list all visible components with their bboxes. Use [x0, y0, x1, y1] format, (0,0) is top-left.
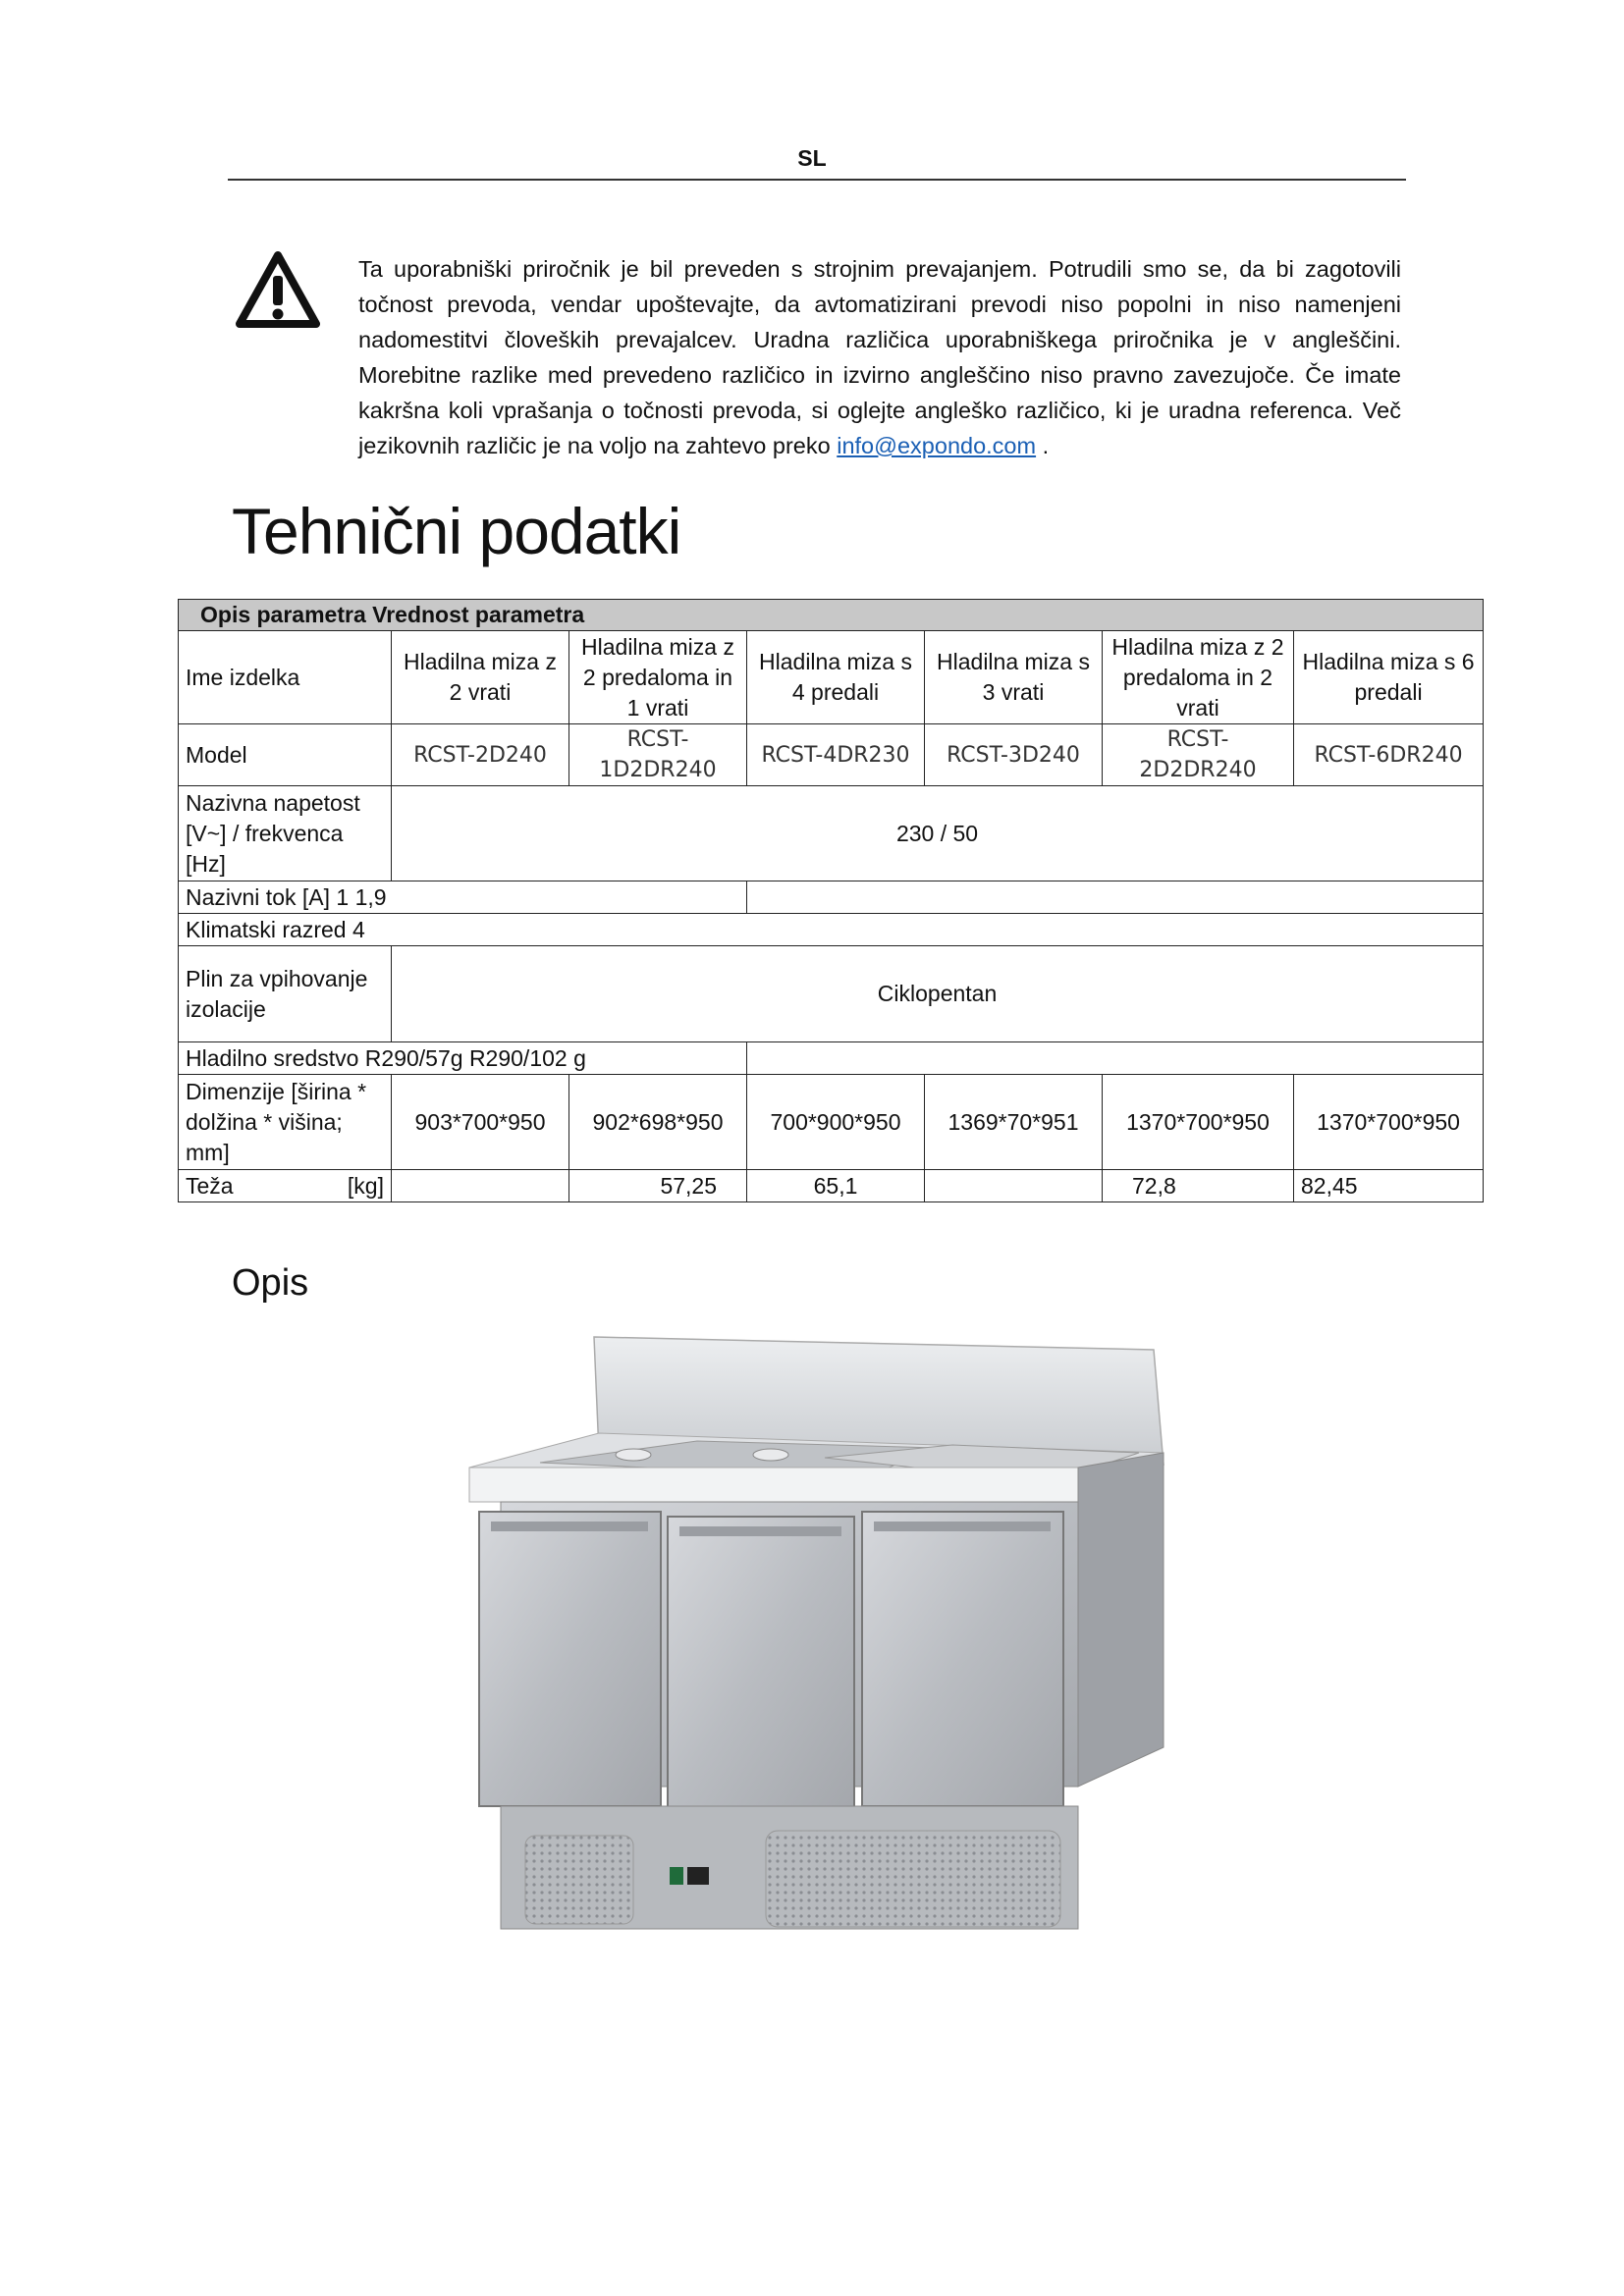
- model-code: RCST-6DR240: [1294, 724, 1484, 786]
- dimension-value: 903*700*950: [392, 1075, 569, 1170]
- section-title: Tehnični podatki: [232, 495, 681, 567]
- product-name: Hladilna miza s 6 predali: [1294, 631, 1484, 724]
- row-label: Plin za vpihovanje izolacije: [179, 946, 392, 1042]
- row-label: Klimatski razred 4: [179, 914, 1484, 946]
- model-code: RCST-4DR230: [747, 724, 925, 786]
- table-header: Opis parametra Vrednost parametra: [179, 600, 1484, 631]
- empty-cell: [392, 1170, 569, 1202]
- model-code: RCST-2D2DR240: [1103, 724, 1294, 786]
- table-row: [179, 1042, 1484, 1075]
- dimension-value: 1369*70*951: [925, 1075, 1103, 1170]
- weight-label: Teža: [186, 1172, 234, 1199]
- table-row: [179, 724, 1484, 786]
- dimension-value: 700*900*950: [747, 1075, 925, 1170]
- spec-table: [178, 599, 1484, 1202]
- dimension-value: 1370*700*950: [1294, 1075, 1484, 1170]
- row-label: Nazivna napetost [V~] / frekvenca [Hz]: [179, 786, 392, 881]
- weight-value: 57,25: [569, 1170, 747, 1202]
- product-name: Hladilna miza z 2 vrati: [392, 631, 569, 724]
- refrigerated-saladette-photo: [452, 1315, 1178, 1973]
- table-row: [179, 946, 1484, 1042]
- weight-value: 65,1: [747, 1170, 925, 1202]
- dimension-value: 1370*700*950: [1103, 1075, 1294, 1170]
- weight-value: 82,45: [1294, 1170, 1484, 1202]
- product-name: Hladilna miza z 2 predaloma in 2 vrati: [1103, 631, 1294, 724]
- table-header-row: [179, 600, 1484, 631]
- row-label: Dimenzije [širina * dolžina * višina; mm]: [179, 1075, 392, 1170]
- language-code: SL: [797, 145, 827, 171]
- dimension-value: 902*698*950: [569, 1075, 747, 1170]
- model-code: RCST-2D240: [392, 724, 569, 786]
- table-row: [179, 881, 1484, 914]
- gas-value: Ciklopentan: [392, 946, 1484, 1042]
- empty-cell: [925, 1170, 1103, 1202]
- weight-unit: [kg]: [347, 1172, 384, 1199]
- header-rule: [228, 179, 1406, 181]
- weight-value: 72,8: [1103, 1170, 1294, 1202]
- voltage-value: 230 / 50: [392, 786, 1484, 881]
- model-code: RCST-3D240: [925, 724, 1103, 786]
- row-label: Hladilno sredstvo R290/57g R290/102 g: [179, 1042, 747, 1075]
- table-row: [179, 1075, 1484, 1170]
- product-name: Hladilna miza z 2 predaloma in 1 vrati: [569, 631, 747, 724]
- notice-end: .: [1036, 433, 1050, 458]
- row-label: Nazivni tok [A] 1 1,9: [179, 881, 747, 914]
- product-name: Hladilna miza s 4 predali: [747, 631, 925, 724]
- notice-text: Ta uporabniški priročnik je bil preveden s strojnim prevajanjem. Potrudili smo se, da bi zagotovili točnost prevoda, vendar upoštevajte, da avtomatizirani prevodi niso popolni in niso namenjeni nadomestitvi človeških prevajalcev. Uradna različica uporabniškega priročnika je v angleščini. Morebitne razlike med prevedeno različico in izvirno angleščino niso pravno zavezujoče. Če imate kakršna koli vprašanja o točnosti prevoda, si oglejte angleško različico, ki je uradna referenca. Več jezikovnih različic je na voljo na zahtevo preko: [358, 256, 1401, 458]
- table-row: [179, 1170, 1484, 1202]
- empty-cell: [747, 881, 1484, 914]
- row-label: [179, 1170, 392, 1202]
- table-row: [179, 786, 1484, 881]
- table-row: [179, 631, 1484, 724]
- empty-cell: [747, 1042, 1484, 1075]
- product-name: Hladilna miza s 3 vrati: [925, 631, 1103, 724]
- row-label: Model: [179, 724, 392, 786]
- warning-triangle-icon: [236, 250, 320, 329]
- row-label: Ime izdelka: [179, 631, 392, 724]
- table-row: [179, 914, 1484, 946]
- email-link[interactable]: info@expondo.com: [837, 433, 1037, 458]
- translation-notice: [358, 251, 1401, 463]
- model-code: RCST-1D2DR240: [569, 724, 747, 786]
- description-title: Opis: [232, 1262, 309, 1304]
